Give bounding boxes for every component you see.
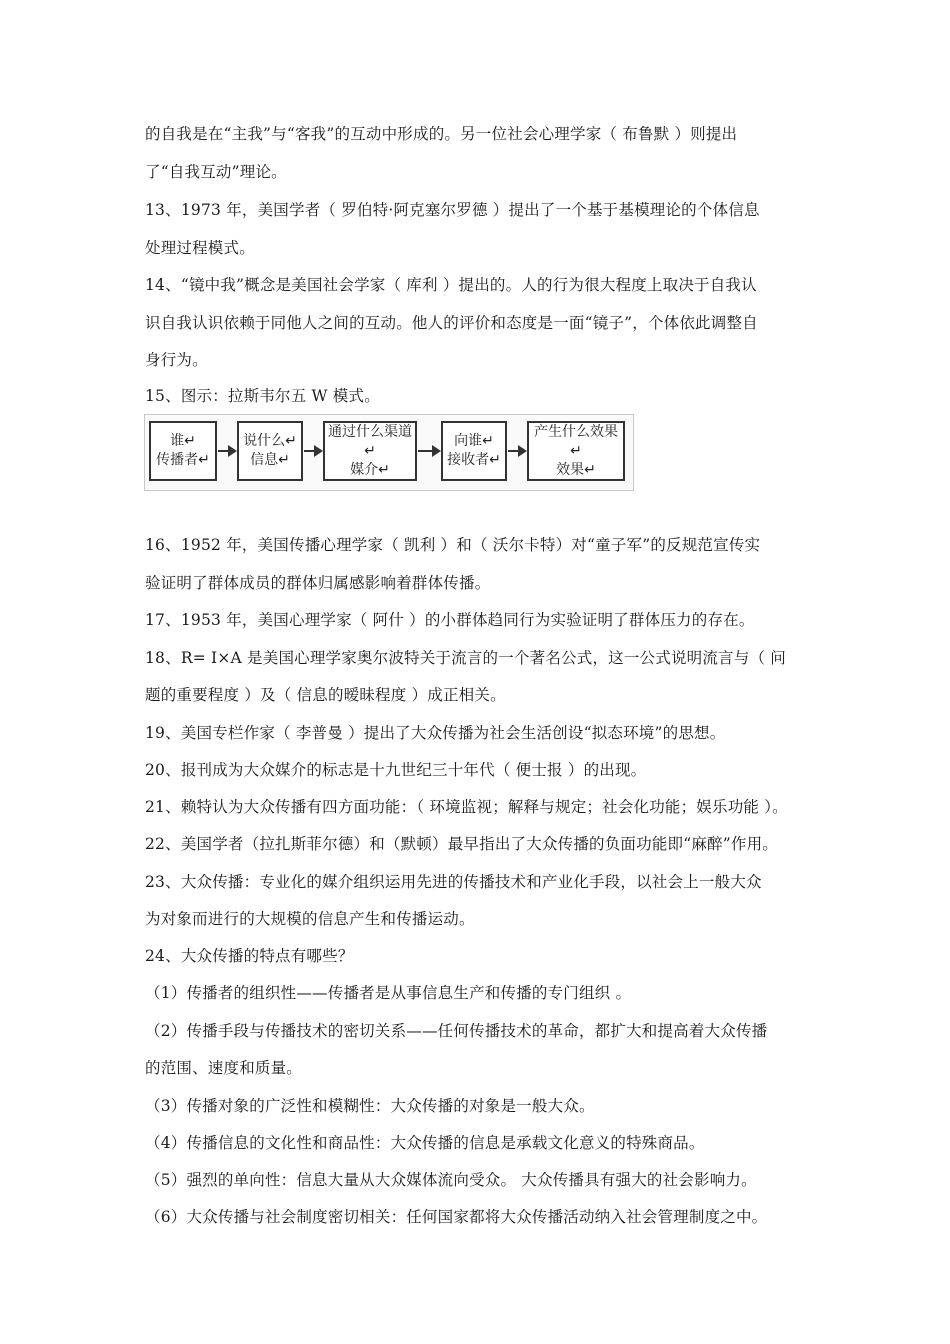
box-label: 产生什么效果↵: [534, 423, 618, 459]
diagram-box-channel: [323, 421, 417, 481]
box-label: 通过什么渠道↵: [328, 423, 412, 459]
text-line: 17、1953 年，美国心理学家（ 阿什 ）的小群体趋同行为实验证明了群体压力的存在。: [145, 611, 755, 629]
arrow-icon: [218, 450, 235, 452]
lasswell-5w-diagram: [144, 414, 634, 491]
text-line: 处理过程模式。: [145, 239, 255, 257]
text-line: （4）传播信息的文化性和商品性：大众传播的信息是承载文化意义的特殊商品。: [145, 1134, 705, 1152]
text-line: 22、美国学者（拉扎斯菲尔德）和（默顿）最早指出了大众传播的负面功能即“麻醉”作用。: [145, 835, 778, 853]
arrow-icon: [304, 450, 321, 452]
text-line: （5）强烈的单向性：信息大量从大众媒体流向受众。 大众传播具有强大的社会影响力。: [145, 1171, 757, 1189]
text-line: 识自我认识依赖于同他人之间的互动。他人的评价和态度是一面“镜子”，个体依此调整自: [145, 314, 758, 332]
text-line: 为对象而进行的大规模的信息产生和传播运动。: [145, 910, 475, 928]
text-line: 24、大众传播的特点有哪些？: [145, 947, 354, 965]
box-label: 传播者↵: [156, 452, 210, 468]
arrow-icon: [418, 450, 439, 452]
text-line: 14、“镜中我”概念是美国社会学家（ 库利 ）提出的。人的行为很大程度上取决于自我认: [145, 276, 757, 294]
box-label: 说什么↵: [243, 433, 297, 449]
diagram-box-says-what: [237, 421, 303, 481]
box-label: 信息↵: [250, 452, 290, 468]
text-line: （6）大众传播与社会制度密切相关：任何国家都将大众传播活动纳入社会管理制度之中。: [145, 1208, 768, 1226]
text-line: 19、美国专栏作家（ 李普曼 ）提出了大众传播为社会生活创设“拟态环境”的思想。: [145, 724, 726, 742]
text-line: 的自我是在“主我”与“客我”的互动中形成的。另一位社会心理学家（ 布鲁默 ）则提出: [145, 125, 738, 143]
box-label: 向谁↵: [454, 433, 494, 449]
text-line: 20、报刊成为大众媒介的标志是十九世纪三十年代（ 便士报 ）的出现。: [145, 761, 647, 779]
text-line: 验证明了群体成员的群体归属感影响着群体传播。: [145, 574, 491, 592]
box-label: 效果↵: [556, 461, 596, 478]
text-line: 16、1952 年，美国传播心理学家（ 凯利 ）和（ 沃尔卡特）对“童子军”的反规范宣传实: [145, 536, 761, 554]
text-line: （1）传播者的组织性——传播者是从事信息生产和传播的专门组织 。: [145, 984, 632, 1002]
diagram-box-who: [149, 421, 217, 481]
text-line: 15、图示：拉斯韦尔五 W 模式。: [145, 387, 380, 405]
text-line: （3）传播对象的广泛性和模糊性：大众传播的对象是一般大众。: [145, 1097, 595, 1115]
box-label: 接收者↵: [447, 452, 501, 468]
text-line: 的范围、速度和质量。: [145, 1059, 303, 1077]
diagram-box-effect: [527, 421, 625, 481]
text-line: 21、赖特认为大众传播有四方面功能：（ 环境监视；解释与规定；社会化功能；娱乐功能 ）。: [145, 798, 788, 816]
diagram-box-to-whom: [441, 421, 507, 481]
arrow-icon: [508, 450, 525, 452]
text-line: 13、1973 年，美国学者（ 罗伯特·阿克塞尔罗德 ）提出了一个基于基模理论的个体信息: [145, 201, 760, 219]
text-line: 了“自我互动”理论。: [145, 163, 287, 181]
box-label: 谁↵: [170, 433, 196, 449]
text-line: 身行为。: [145, 351, 208, 369]
text-line: （2）传播手段与传播技术的密切关系——任何传播技术的革命，都扩大和提高着大众传播: [145, 1022, 768, 1040]
text-line: 题的重要程度 ）及（ 信息的暧昧程度 ）成正相关。: [145, 686, 506, 704]
text-line: 18、R= I×A 是美国心理学家奥尔波特关于流言的一个著名公式，这一公式说明流言与（ 问: [145, 649, 786, 667]
text-line: 23、大众传播：专业化的媒介组织运用先进的传播技术和产业化手段，以社会上一般大众: [145, 873, 762, 891]
box-label: 媒介↵: [350, 461, 390, 478]
